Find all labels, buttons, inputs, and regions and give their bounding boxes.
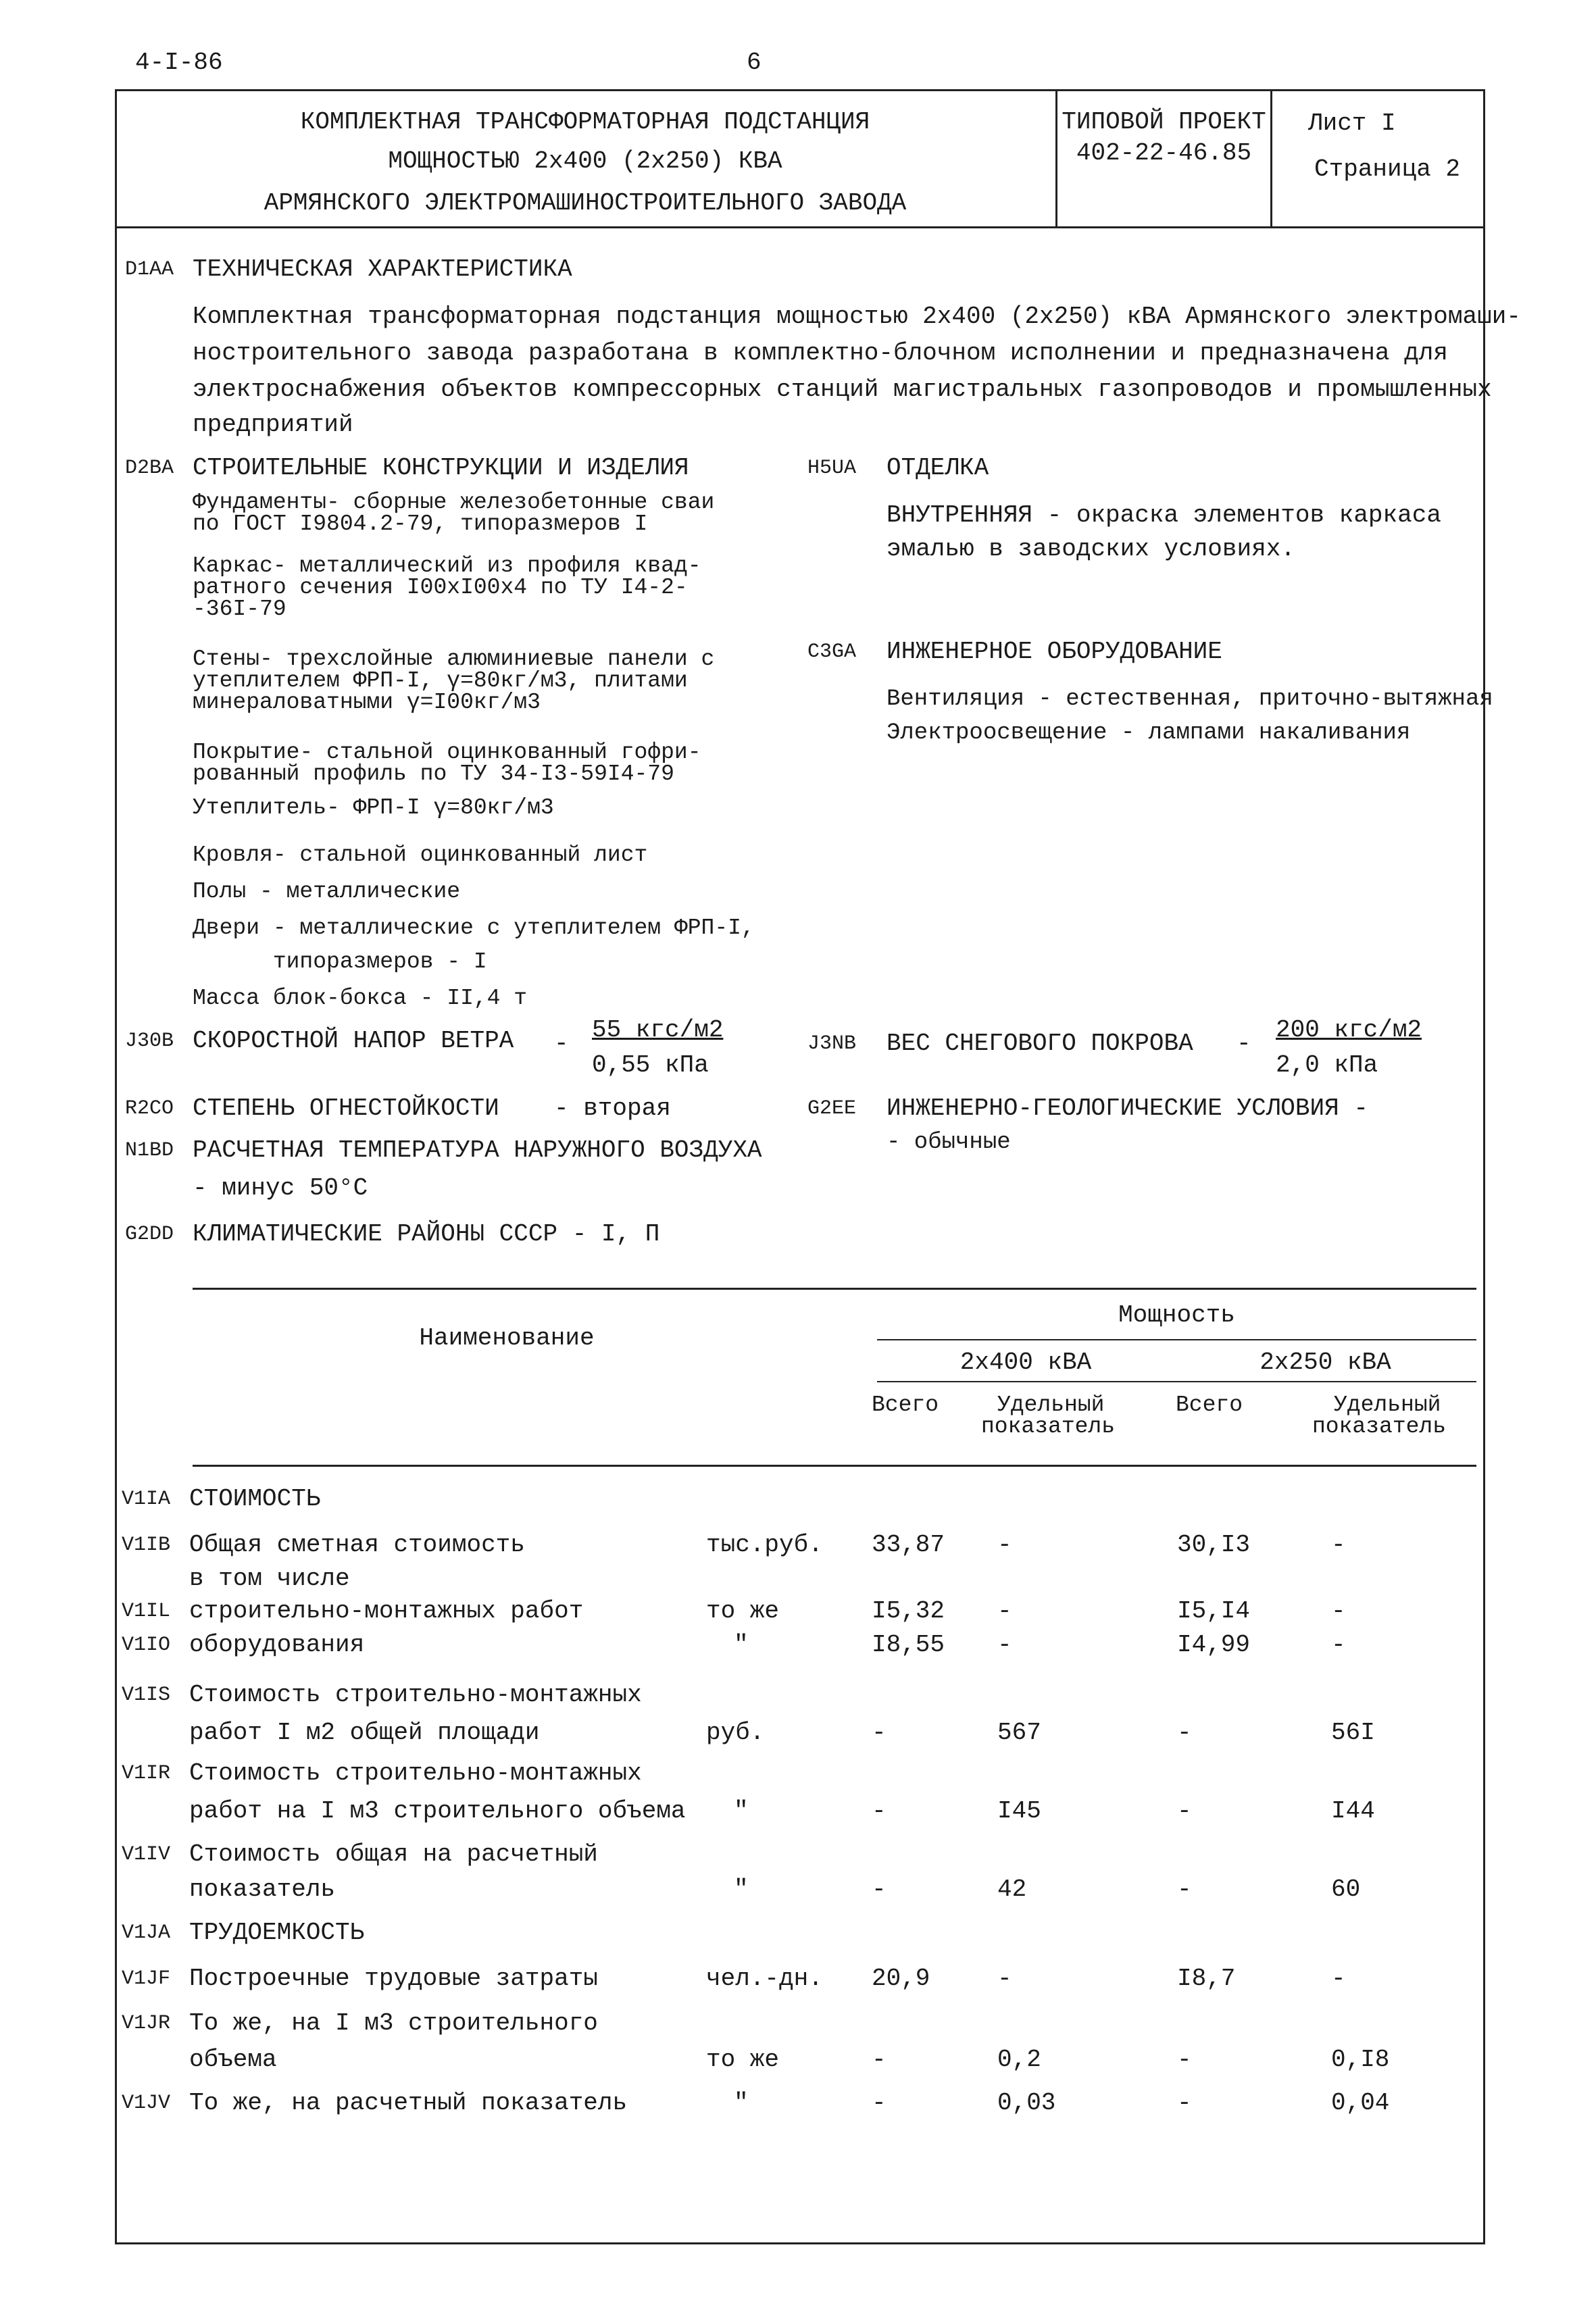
page-number: 6 [747, 49, 762, 76]
table-row-code: V1IB [122, 1534, 171, 1557]
table-power-rule [877, 1339, 1476, 1340]
section-code: G2DD [125, 1223, 174, 1246]
fire-value: - вторая [554, 1095, 671, 1122]
table-cell-specific-250: 60 [1331, 1876, 1361, 1903]
table-cell-specific-250: 0,I8 [1331, 2046, 1390, 2073]
construct-item: типоразмеров - I [193, 949, 487, 974]
table-row-name: работ на I м3 строительного объема [189, 1797, 686, 1825]
geo-label: ИНЖЕНЕРНО-ГЕОЛОГИЧЕСКИЕ УСЛОВИЯ - [887, 1095, 1368, 1122]
title-divider-2 [1270, 89, 1272, 228]
table-row-code: V1IL [122, 1600, 171, 1623]
wind-label: СКОРОСТНОЙ НАПОР ВЕТРА [193, 1027, 514, 1055]
table-cell-total-400: 33,87 [872, 1531, 945, 1559]
section-code: G2EE [807, 1097, 857, 1120]
table-cell-total-250: I5,I4 [1177, 1597, 1251, 1625]
table-cell-total-400: - [872, 1797, 887, 1825]
table-cell-specific-250: I44 [1331, 1797, 1375, 1825]
table-row-name: Общая сметная стоимость [189, 1531, 525, 1559]
table-row-name: Стоимость строительно-монтажных [189, 1759, 642, 1787]
construct-item: Каркас- металлический из профиля квад- [193, 553, 701, 578]
table-header-group-250: 2х250 кВА [1260, 1349, 1391, 1376]
construct-item: Кровля- стальной оцинкованный лист [193, 842, 648, 867]
table-row-name: То же, на расчетный показатель [189, 2089, 628, 2117]
construct-item: минераловатными γ=I00кг/м3 [193, 690, 541, 715]
table-row-unit: " [734, 1876, 749, 1903]
construct-item: по ГОСТ I9804.2-79, типоразмеров I [193, 511, 648, 536]
table-cell-specific-400: - [997, 1597, 1012, 1625]
table-row-name: объема [189, 2046, 277, 2073]
wind-value-kpa: 0,55 кПа [592, 1051, 709, 1079]
table-header-specific: показатель [981, 1414, 1116, 1439]
table-row-code: V1JV [122, 2092, 171, 2115]
table-row-unit: " [734, 2089, 749, 2117]
section-code: H5UA [807, 457, 857, 480]
tech-text-line: ностроительного завода разработана в комплектно-блочном исполнении и предназначена для [193, 339, 1448, 367]
section-code: J30B [125, 1030, 174, 1053]
snow-dash: - [1237, 1030, 1251, 1057]
sheet-number: Лист I [1308, 109, 1396, 137]
table-row-name: оборудования [189, 1631, 365, 1659]
table-row-code: V1IV [122, 1843, 171, 1866]
section-code: D2BA [125, 457, 174, 480]
table-row-unit: то же [706, 2046, 780, 2073]
title-line-3: АРМЯНСКОГО ЭЛЕКТРОМАШИНОСТРОИТЕЛЬНОГО ЗАВОДА [264, 189, 907, 217]
title-bottom-rule [115, 226, 1485, 228]
table-row-name: СТОИМОСТЬ [189, 1485, 321, 1513]
snow-label: ВЕС СНЕГОВОГО ПОКРОВА [887, 1030, 1193, 1057]
construct-item: рованный профиль по ТУ 34-I3-59I4-79 [193, 761, 674, 786]
table-header-specific: Удельный [997, 1392, 1105, 1417]
climate-label: КЛИМАТИЧЕСКИЕ РАЙОНЫ СССР - I, П [193, 1220, 660, 1248]
construct-item: ратного сечения I00хI00х4 по ТУ I4-2- [193, 575, 688, 600]
snow-value-kpa: 2,0 кПа [1276, 1051, 1378, 1079]
construct-item: утеплителем ФРП-I, γ=80кг/м3, плитами [193, 668, 688, 693]
construct-item: Фундаменты- сборные железобетонные сваи [193, 490, 715, 515]
table-header-total: Всего [872, 1392, 939, 1417]
table-cell-total-400: - [872, 1719, 887, 1746]
table-row-code: V1IR [122, 1762, 171, 1785]
table-row-name: показатель [189, 1876, 336, 1903]
tech-text-line: предприятий [193, 411, 353, 438]
table-row-unit: тыс.руб. [706, 1531, 823, 1559]
table-row-name: строительно-монтажных работ [189, 1597, 584, 1625]
table-cell-specific-400: - [997, 1965, 1012, 1992]
table-cell-specific-250: - [1331, 1631, 1346, 1659]
table-cell-specific-400: 0,03 [997, 2089, 1056, 2117]
title-line-2: МОЩНОСТЬЮ 2х400 (2х250) КВА [388, 147, 782, 175]
table-header-group-400: 2х400 кВА [959, 1349, 1092, 1376]
table-cell-total-250: - [1177, 1797, 1192, 1825]
table-cell-total-250: I4,99 [1177, 1631, 1251, 1659]
section-heading-engineering: ИНЖЕНЕРНОЕ ОБОРУДОВАНИЕ [887, 638, 1222, 665]
table-cell-specific-250: 0,04 [1331, 2089, 1390, 2117]
engineering-line: Вентиляция - естественная, приточно-вытяжная [887, 686, 1493, 712]
project-number: 402-22-46.85 [1076, 139, 1252, 167]
table-cell-specific-250: - [1331, 1531, 1346, 1559]
table-cell-total-250: - [1177, 2089, 1192, 2117]
section-heading-tech: ТЕХНИЧЕСКАЯ ХАРАКТЕРИСТИКА [193, 255, 572, 283]
section-code: C3GA [807, 640, 857, 663]
table-row-name: Построечные трудовые затраты [189, 1965, 598, 1992]
section-code: R2CO [125, 1097, 174, 1120]
table-row-code: V1IO [122, 1634, 171, 1657]
table-row-name: ТРУДОЕМКОСТЬ [189, 1919, 365, 1946]
table-cell-specific-400: 567 [997, 1719, 1041, 1746]
table-row-name: в том числе [189, 1565, 350, 1592]
engineering-line: Электроосвещение - лампами накаливания [887, 720, 1411, 746]
table-header-specific: показатель [1312, 1414, 1447, 1439]
section-heading-construct: СТРОИТЕЛЬНЫЕ КОНСТРУКЦИИ И ИЗДЕЛИЯ [193, 454, 689, 482]
page-indicator: Страница 2 [1314, 155, 1461, 183]
table-header-power: Мощность [1118, 1301, 1235, 1329]
table-row-unit: " [734, 1797, 749, 1825]
table-cell-total-250: I8,7 [1177, 1965, 1236, 1992]
construct-item: Стены- трехслойные алюминиевые панели с [193, 647, 715, 672]
section-heading-finish: ОТДЕЛКА [887, 454, 989, 482]
table-cell-specific-250: - [1331, 1597, 1346, 1625]
table-row-name: работ I м2 общей площади [189, 1719, 540, 1746]
construct-item: Масса блок-бокса - II,4 т [193, 986, 528, 1011]
table-cell-total-400: 20,9 [872, 1965, 930, 1992]
table-cell-total-250: - [1177, 2046, 1192, 2073]
table-cell-total-400: I8,55 [872, 1631, 945, 1659]
construct-item: -36I-79 [193, 597, 286, 622]
table-row-code: V1IS [122, 1684, 171, 1707]
table-cell-total-250: - [1177, 1719, 1192, 1746]
table-cell-total-250: 30,I3 [1177, 1531, 1251, 1559]
temp-value: - минус 50°С [193, 1174, 368, 1202]
table-cell-specific-400: - [997, 1531, 1012, 1559]
table-row-unit: чел.-дн. [706, 1965, 823, 1992]
table-row-unit: " [734, 1631, 749, 1659]
section-code: D1AA [125, 258, 174, 281]
table-header-total: Всего [1176, 1392, 1243, 1417]
table-top-rule [193, 1288, 1476, 1290]
table-header-specific: Удельный [1334, 1392, 1441, 1417]
table-header-bottom-rule [193, 1465, 1476, 1467]
table-row-unit: то же [706, 1597, 780, 1625]
geo-value: - обычные [887, 1130, 1011, 1155]
table-cell-specific-400: 0,2 [997, 2046, 1041, 2073]
construct-item: Утеплитель- ФРП-I γ=80кг/м3 [193, 795, 554, 820]
construct-item: Полы - металлические [193, 879, 461, 904]
table-row-code: V1JF [122, 1967, 171, 1990]
construct-item: Покрытие- стальной оцинкованный гофри- [193, 740, 701, 765]
tech-text-line: электроснабжения объектов компрессорных станций магистральных газопроводов и промышленных [193, 376, 1492, 403]
document-number: 4-I-86 [135, 49, 223, 76]
table-cell-specific-400: I45 [997, 1797, 1041, 1825]
table-header-name: Наименование [419, 1324, 595, 1352]
project-label: ТИПОВОЙ ПРОЕКТ [1062, 108, 1266, 136]
tech-text-line: Комплектная трансформаторная подстанция мощностью 2х400 (2х250) кВА Армянского электромаши- [193, 303, 1521, 330]
snow-value-kgs: 200 кгс/м2 [1276, 1016, 1422, 1044]
finish-line: эмалью в заводских условиях. [887, 535, 1295, 563]
table-cell-specific-250: 56I [1331, 1719, 1375, 1746]
table-cell-specific-250: - [1331, 1965, 1346, 1992]
table-cell-total-400: I5,32 [872, 1597, 945, 1625]
table-cell-total-250: - [1177, 1876, 1192, 1903]
table-cell-total-400: - [872, 1876, 887, 1903]
fire-label: СТЕПЕНЬ ОГНЕСТОЙКОСТИ [193, 1095, 499, 1122]
wind-value-kgs: 55 кгс/м2 [592, 1016, 724, 1044]
wind-dash: - [554, 1030, 569, 1057]
table-row-name: То же, на I м3 строительного [189, 2009, 598, 2037]
table-cell-total-400: - [872, 2046, 887, 2073]
table-row-code: V1JA [122, 1921, 171, 1944]
table-group-rule [877, 1381, 1476, 1382]
section-code: N1BD [125, 1139, 174, 1162]
table-row-unit: руб. [706, 1719, 765, 1746]
table-cell-specific-400: - [997, 1631, 1012, 1659]
table-row-code: V1IA [122, 1488, 171, 1511]
temp-label: РАСЧЕТНАЯ ТЕМПЕРАТУРА НАРУЖНОГО ВОЗДУХА [193, 1136, 762, 1164]
table-row-name: Стоимость строительно-монтажных [189, 1681, 642, 1709]
section-code: J3NB [807, 1032, 857, 1055]
title-line-1: КОМПЛЕКТНАЯ ТРАНСФОРМАТОРНАЯ ПОДСТАНЦИЯ [300, 108, 870, 136]
finish-line: ВНУТРЕННЯЯ - окраска элементов каркаса [887, 501, 1441, 529]
table-cell-specific-400: 42 [997, 1876, 1027, 1903]
table-cell-total-400: - [872, 2089, 887, 2117]
construct-item: Двери - металлические с утеплителем ФРП-I, [193, 915, 755, 940]
table-row-code: V1JR [122, 2012, 171, 2035]
table-row-name: Стоимость общая на расчетный [189, 1840, 598, 1868]
